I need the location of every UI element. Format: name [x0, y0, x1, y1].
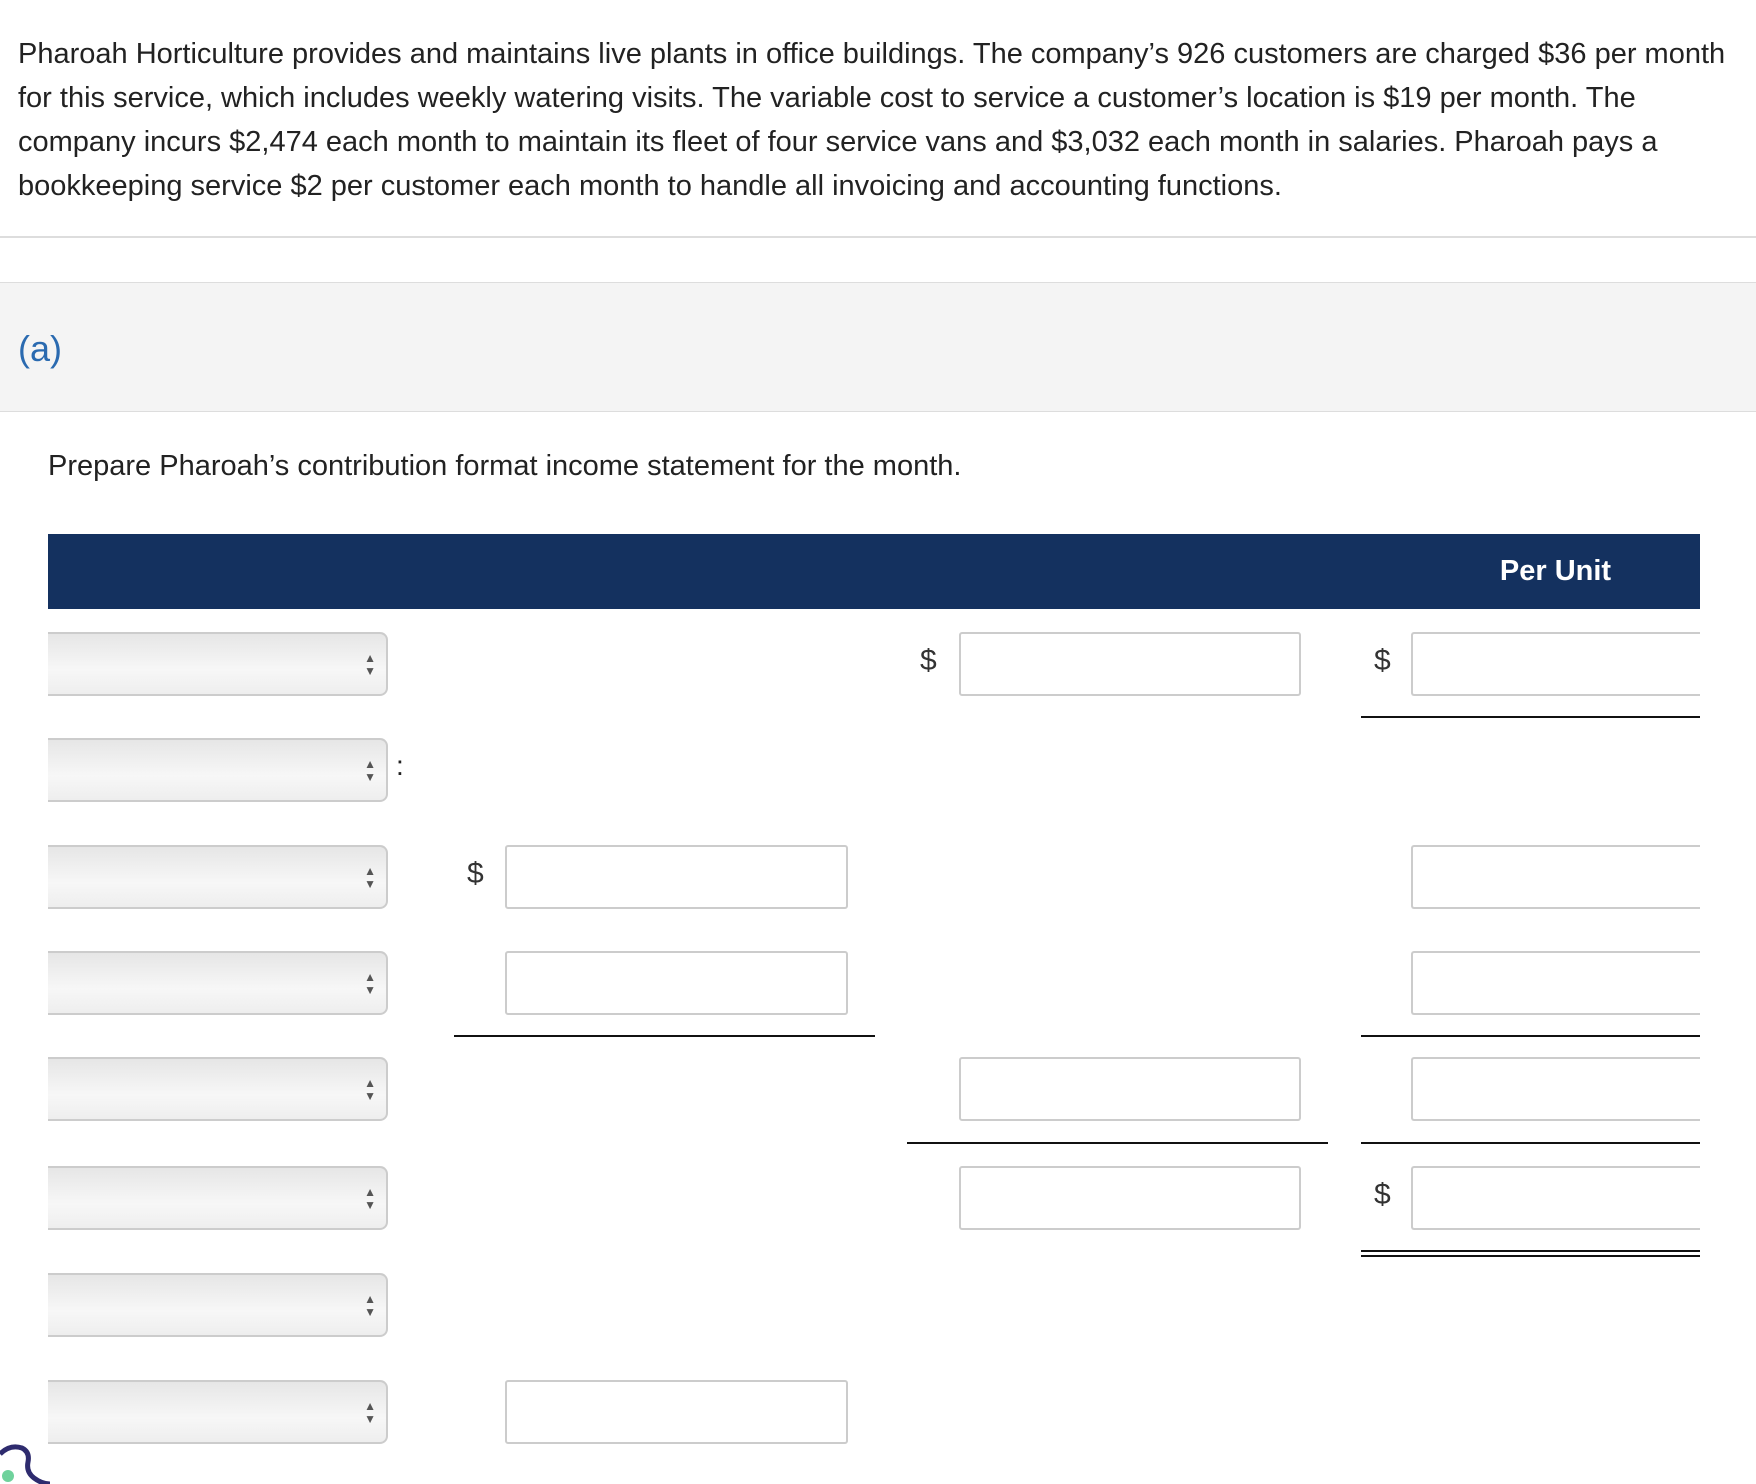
amount-input-row4[interactable] — [505, 951, 848, 1015]
select-arrows-icon: ▲ ▼ — [364, 1076, 376, 1103]
account-select-1[interactable] — [48, 632, 388, 696]
underline — [907, 1142, 1328, 1144]
underline — [1361, 716, 1700, 718]
select-arrows-icon: ▲ ▼ — [364, 757, 376, 784]
total-input-row6[interactable] — [959, 1166, 1301, 1230]
total-input-row5[interactable] — [959, 1057, 1301, 1121]
per-unit-header: Per Unit — [1499, 555, 1612, 587]
total-input-row1[interactable] — [959, 632, 1301, 696]
account-select-5[interactable] — [48, 1057, 388, 1121]
dollar-sign: $ — [1374, 644, 1391, 677]
amount-input-row8[interactable] — [505, 1380, 848, 1444]
per-unit-input-row4[interactable] — [1411, 951, 1700, 1015]
per-unit-input-row3[interactable] — [1411, 845, 1700, 909]
colon: : — [396, 750, 404, 781]
account-select-4[interactable] — [48, 951, 388, 1015]
per-unit-input-row5[interactable] — [1411, 1057, 1700, 1121]
select-arrows-icon: ▲ ▼ — [364, 970, 376, 997]
underline — [1361, 1142, 1700, 1144]
part-label: (a) — [18, 328, 62, 369]
double-underline-bottom — [1361, 1255, 1700, 1257]
account-select-3[interactable] — [48, 845, 388, 909]
underline — [454, 1035, 875, 1037]
dollar-sign: $ — [467, 857, 484, 890]
dollar-sign: $ — [1374, 1178, 1391, 1211]
account-select-6[interactable] — [48, 1166, 388, 1230]
account-select-8[interactable] — [48, 1380, 388, 1444]
problem-text: Pharoah Horticulture provides and maintains live plants in office buildings. The company’s 926 customers are charged $36 per month for this service, which includes weekly watering visits. The variable cost to service a customer’s location is $19 per month. The company incurs $2,474 each month to maintain its fleet of four service vans and $3,032 each month in salaries. Pharoah pays a bookkeeping service $2 per customer each month to handle all invoicing and accounting functions. — [18, 38, 1726, 202]
divider — [0, 236, 1756, 238]
per-unit-input-row1[interactable] — [1411, 632, 1700, 696]
select-arrows-icon: ▲ ▼ — [364, 651, 376, 678]
select-arrows-icon: ▲ ▼ — [364, 1185, 376, 1212]
dollar-sign: $ — [920, 644, 937, 677]
per-unit-input-row6[interactable] — [1411, 1166, 1700, 1230]
select-arrows-icon: ▲ ▼ — [364, 1399, 376, 1426]
account-select-7[interactable] — [48, 1273, 388, 1337]
select-arrows-icon: ▲ ▼ — [364, 864, 376, 891]
account-select-2[interactable] — [48, 738, 388, 802]
double-underline-top — [1361, 1250, 1700, 1252]
amount-input-row3[interactable] — [505, 845, 848, 909]
part-header-band — [0, 282, 1756, 412]
question-prompt: Prepare Pharoah’s contribution format income statement for the month. — [48, 450, 962, 482]
select-arrows-icon: ▲ ▼ — [364, 1292, 376, 1319]
underline — [1361, 1035, 1700, 1037]
help-widget-icon[interactable] — [0, 1440, 60, 1484]
